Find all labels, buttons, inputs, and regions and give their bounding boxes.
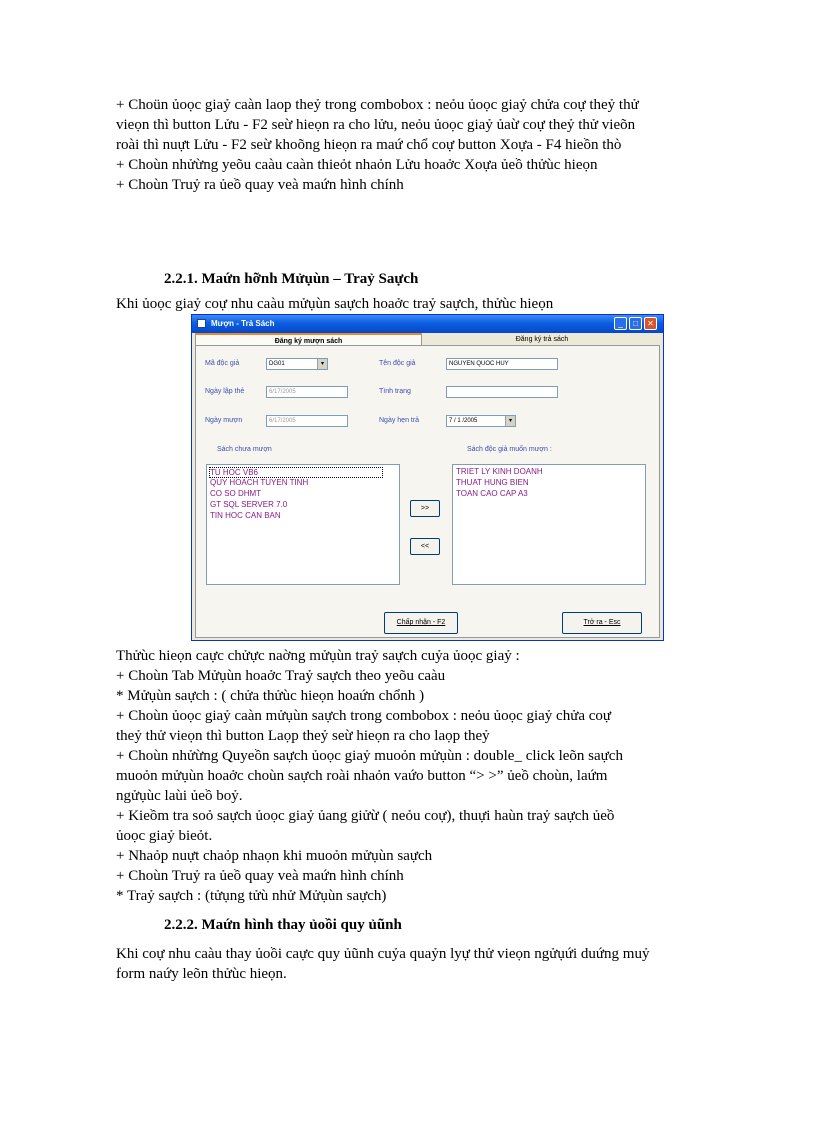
section-heading: 2.2.1. Maứn hỡnh Mửụùn – Traỷ Saựch bbox=[164, 271, 419, 287]
text-line: + Choùn Truỷ ra ủeồ quay veà maứn hình chính bbox=[116, 868, 404, 884]
minimize-button[interactable]: _ bbox=[614, 317, 627, 330]
label-borrow-date: Ngày mượn bbox=[205, 417, 243, 424]
dialog-title: Mượn - Trả Sách bbox=[211, 319, 275, 328]
reader-name-field[interactable]: NGUYEN QUOC HUY bbox=[446, 358, 558, 370]
list-item[interactable]: TOAN CAO CAP A3 bbox=[456, 489, 528, 498]
close-button[interactable]: ✕ bbox=[644, 317, 657, 330]
label-reader-name: Tên độc giả bbox=[379, 360, 416, 367]
text-line: theỷ thử vieọn thì button Laọp theỷ seừ hieọn ra cho laọp theỷ bbox=[116, 728, 490, 744]
list-item[interactable]: GT SQL SERVER 7.0 bbox=[210, 500, 288, 509]
available-books-list[interactable] bbox=[206, 464, 400, 585]
text-line: form naứy leõn thửùc hieọn. bbox=[116, 966, 287, 982]
tab-return[interactable]: Đăng ký trả sách bbox=[424, 333, 660, 346]
list-item[interactable]: THUAT HUNG BIEN bbox=[456, 478, 529, 487]
selected-books-list[interactable] bbox=[452, 464, 646, 585]
label-card-date: Ngày lập thẻ bbox=[205, 388, 245, 395]
remove-book-button[interactable]: << bbox=[410, 538, 440, 555]
label-selected-books: Sách độc giả muốn mượn : bbox=[467, 446, 552, 453]
text-line: Khi coự nhu caàu thay ủoồi caực quy ủũnh cuỷa quaỷn lyự thử vieọn ngửụứi duứng muỷ bbox=[116, 946, 650, 962]
text-line: + Choùn nhửừng yeõu caàu caàn thieỏt nhaỏn Lửu hoaởc Xoựa ủeồ thửùc hieọn bbox=[116, 157, 598, 173]
text-line: roài thì nuựt Lửu - F2 seừ khoõng hieọn ra maứ chổ coự button Xoựa - F4 hieồn thò bbox=[116, 137, 622, 153]
text-line: + Choùn Tab Mửụùn hoaởc Traỷ saựch theo yeõu caàu bbox=[116, 668, 446, 684]
list-item[interactable]: CO SO DHMT bbox=[210, 489, 262, 498]
due-date-value: 7 / 1 /2005 bbox=[449, 418, 478, 424]
text-line: + Choùn ủoọc giaỷ caàn mửụùn saựch trong combobox : neỏu ủoọc giaỷ chửa coự bbox=[116, 708, 612, 724]
reader-id-combo[interactable] bbox=[266, 358, 328, 370]
text-line: * Mửụùn saựch : ( chửa thửùc hieọn hoaứn chổnh ) bbox=[116, 688, 425, 704]
text-line: + Nhaỏp nuựt chaỏp nhaọn khi muoỏn mửụùn saựch bbox=[116, 848, 433, 864]
chevron-down-icon[interactable]: ▾ bbox=[317, 359, 327, 369]
list-item[interactable]: TIN HOC CAN BAN bbox=[210, 511, 281, 520]
text-line: Thửùc hieọn caực chửực naờng mửụùn traỷ saựch cuỷa ủoọc giaỷ : bbox=[116, 648, 520, 664]
chevron-down-icon[interactable]: ▾ bbox=[505, 416, 515, 426]
tab-borrow[interactable]: Đăng ký mượn sách bbox=[195, 333, 422, 346]
card-date-field[interactable]: 6/17/2005 bbox=[266, 386, 348, 398]
label-status: Tình trạng bbox=[379, 388, 411, 395]
label-reader-id: Mã độc giả bbox=[205, 360, 240, 367]
exit-button[interactable]: Trở ra - Esc bbox=[562, 612, 642, 634]
borrow-return-dialog bbox=[191, 314, 664, 641]
text-line: vieọn thì button Lửu - F2 seừ hieọn ra cho lửu, neỏu ủoọc giaỷ ủaừ coự theỷ thử vieõn bbox=[116, 117, 636, 133]
text-line: * Traỷ saựch : (tửụng tửù nhử Mửụùn saựch) bbox=[116, 888, 387, 904]
list-item[interactable]: TRIET LY KINH DOANH bbox=[456, 467, 543, 476]
text-line: Khi ủoọc giaỷ coự nhu caàu mửụùn saựch hoaởc traỷ saựch, thửùc hieọn bbox=[116, 296, 554, 312]
text-line: ngửụùc laùi ủeồ boỷ. bbox=[116, 788, 243, 804]
text-line: + Choùn Truỷ ra ủeồ quay veà maứn hình chính bbox=[116, 177, 404, 193]
maximize-button[interactable]: □ bbox=[629, 317, 642, 330]
dialog-titlebar bbox=[192, 315, 663, 333]
add-book-button[interactable]: >> bbox=[410, 500, 440, 517]
text-line: muoỏn mửụùn hoaởc choùn saựch roài nhaỏn vaứo button “> >” ủeồ choùn, laứm bbox=[116, 768, 608, 784]
label-available-books: Sách chưa mượn bbox=[217, 446, 272, 453]
borrow-date-field[interactable]: 6/17/2005 bbox=[266, 415, 348, 427]
accept-button[interactable]: Chấp nhận - F2 bbox=[384, 612, 458, 634]
text-line: ủoọc giaỷ bieỏt. bbox=[116, 828, 213, 844]
due-date-picker[interactable] bbox=[446, 415, 516, 427]
reader-id-value: DG01 bbox=[269, 361, 285, 367]
tab-panel bbox=[195, 345, 660, 638]
status-field[interactable] bbox=[446, 386, 558, 398]
section-heading: 2.2.2. Maứn hình thay ủoồi quy ủũnh bbox=[164, 917, 402, 933]
label-due-date: Ngày hẹn trả bbox=[379, 417, 420, 424]
text-line: + Choùn nhửừng Quyeồn saựch ủoọc giaỷ muoỏn mửụùn : double_ click leõn saựch bbox=[116, 748, 623, 764]
text-line: + Kieồm tra soỏ saựch ủoọc giaỷ ủang giửừ ( neỏu coự), thuựi haùn traỷ saựch ủeồ bbox=[116, 808, 615, 824]
text-line: + Choün ủoọc giaỷ caàn laop theỷ trong combobox : neỏu ủoọc giaỷ chửa coự theỷ thử bbox=[116, 97, 639, 113]
list-item[interactable]: TU HOC VB6 bbox=[209, 467, 383, 478]
app-icon bbox=[197, 319, 206, 328]
list-item[interactable]: QUY HOACH TUYEN TINH bbox=[210, 478, 309, 487]
